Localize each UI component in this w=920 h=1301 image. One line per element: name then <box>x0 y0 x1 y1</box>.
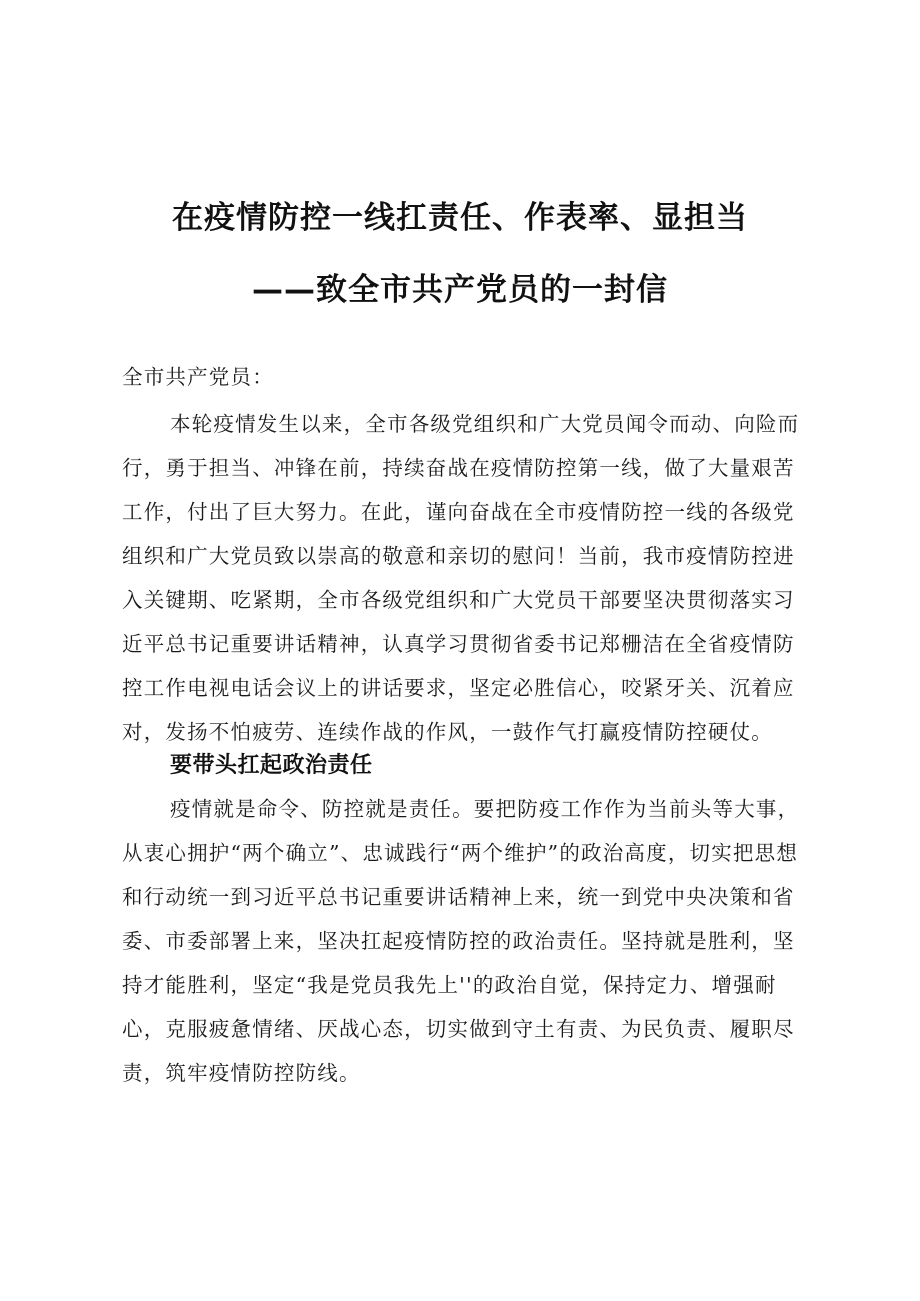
body-paragraph-political-responsibility: 疫情就是命令、防控就是责任。要把防疫工作作为当前头等大事，从衷心拥护“两个确立”、忠诚践行“两个维护”的政治高度，切实把思想和行动统一到习近平总书记重要讲话精神上来，统一到党中央决策和省委、市委部署上来，坚决扛起疫情防控的政治责任。坚持就是胜利，坚持才能胜利，坚定“我是党员我先上''的政治自觉，保持定力、增强耐心，克服疲惫情绪、厌战心态，切实做到守土有责、为民负责、履职尽责，筑牢疫情防控防线。 <box>122 797 800 1085</box>
body-paragraph-intro: 本轮疫情发生以来，全市各级党组织和广大党员闻令而动、向险而行，勇于担当、冲锋在前，持续奋战在疫情防控第一线，做了大量艰苦工作，付出了巨大努力。在此，谨向奋战在全市疫情防控一线的各级党组织和广大党员致以崇高的敬意和亲切的慰问！当前，我市疫情防控进入关键期、吃紧期，全市各级党组织和广大党员干部要坚决贯彻落实习近平总书记重要讲话精神，认真学习贯彻省委书记郑栅洁在全省疫情防控工作电视电话会议上的讲话要求，坚定必胜信心，咬紧牙关、沉着应对，发扬不怕疲劳、连续作战的作风，一鼓作气打赢疫情防控硬仗。 <box>122 412 800 744</box>
salutation: 全市共产党员： <box>122 365 274 389</box>
document-title: 在疫情防控一线扛责任、作表率、显担当 <box>172 200 748 236</box>
section-heading: 要带头扛起政治责任 <box>170 753 373 778</box>
document-subtitle: ——致全市共产党员的一封信 <box>252 272 668 308</box>
